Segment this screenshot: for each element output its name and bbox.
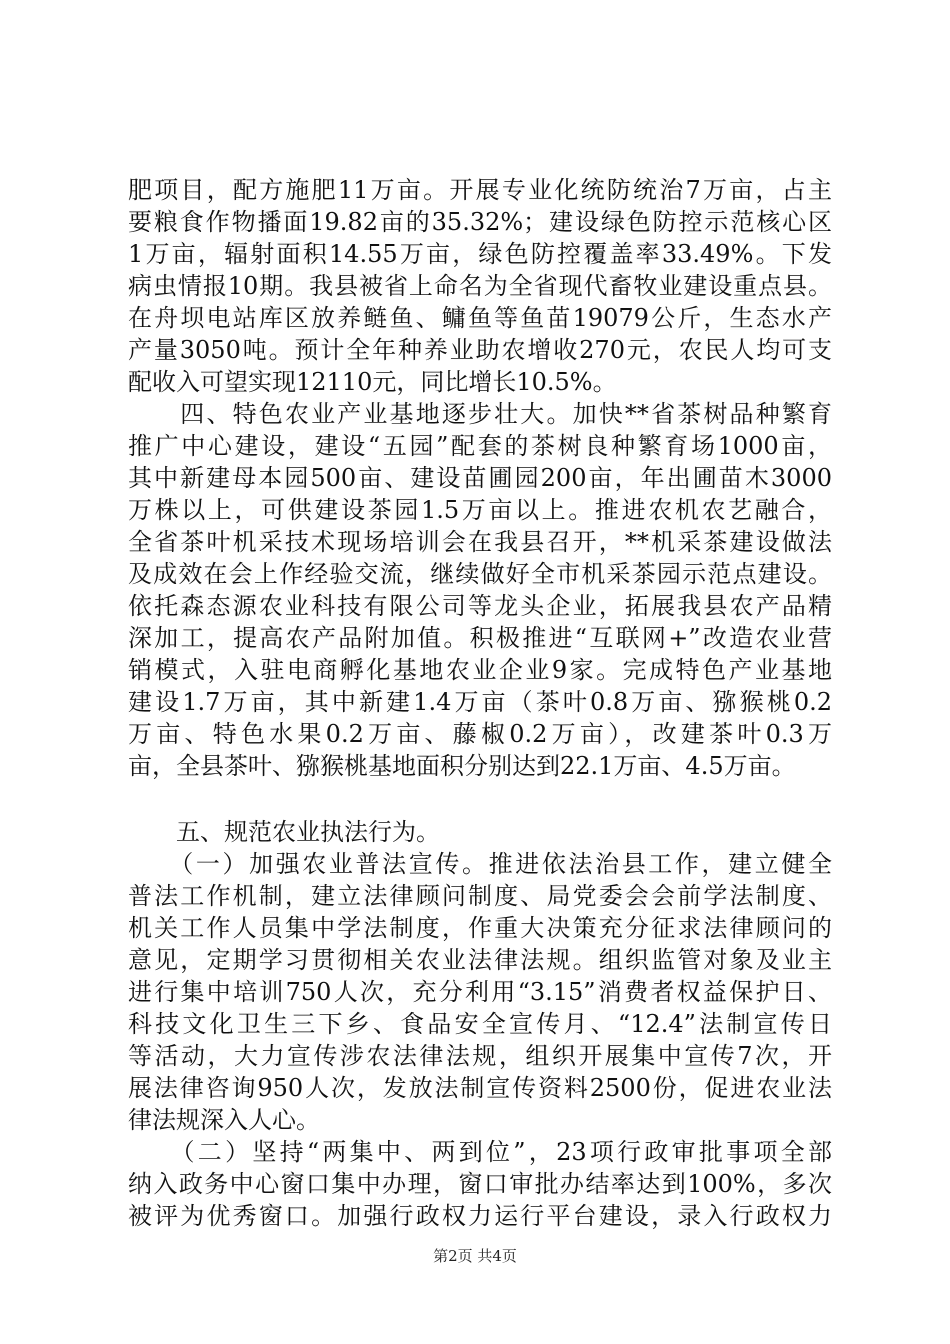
text-line: 要粮食作物播面19.82亩的35.32%；建设绿色防控示范核心区 [128,208,832,236]
text-line: 销模式，入驻电商孵化基地农业企业9家。完成特色产业基地 [128,656,832,684]
text-line: （一）加强农业普法宣传。推进依法治县工作，建立健全 [128,850,832,878]
text-line: 建设1.7万亩，其中新建1.4万亩（茶叶0.8万亩、猕猴桃0.2 [128,688,832,716]
text-line: 科技文化卫生三下乡、食品安全宣传月、“12.4”法制宣传日 [128,1010,832,1038]
text-line: 展法律咨询950人次，发放法制宣传资料2500份，促进农业法 [128,1074,832,1102]
text-line: 被评为优秀窗口。加强行政权力运行平台建设，录入行政权力 [128,1202,832,1230]
text-line: 病虫情报10期。我县被省上命名为全省现代畜牧业建设重点县。 [128,272,832,300]
text-line: 全省茶叶机采技术现场培训会在我县召开，**机采茶建设做法 [128,528,832,556]
text-line: 普法工作机制，建立法律顾问制度、局党委会会前学法制度、 [128,882,832,910]
body-text [128,174,832,1232]
text-line: 律法规深入人心。 [128,1106,320,1134]
text-line: 依托森态源农业科技有限公司等龙头企业，拓展我县农产品精 [128,592,832,620]
page-footer: 第2页 共4页 [433,1247,517,1265]
text-line: 等活动，大力宣传涉农法律法规，组织开展集中宣传7次，开 [128,1042,832,1070]
text-line: 意见，定期学习贯彻相关农业法律法规。组织监管对象及业主 [128,946,832,974]
text-line: 配收入可望实现12110元，同比增长10.5%。 [128,368,617,396]
text-line: 其中新建母本园500亩、建设苗圃园200亩，年出圃苗木3000 [128,464,832,492]
text-line: 及成效在会上作经验交流，继续做好全市机采茶园示范点建设。 [128,560,832,588]
text-line: 在舟坝电站库区放养鲢鱼、鳙鱼等鱼苗19079公斤，生态水产 [128,304,832,332]
text-line: 纳入政务中心窗口集中办理，窗口审批办结率达到100%，多次 [128,1170,832,1198]
text-line: 1万亩，辐射面积14.55万亩，绿色防控覆盖率33.49%。下发 [128,240,832,268]
text-line: 机关工作人员集中学法制度，作重大决策充分征求法律顾问的 [128,914,832,942]
text-line: 万株以上，可供建设茶园1.5万亩以上。推进农机农艺融合， [128,496,832,524]
text-line: 四、特色农业产业基地逐步壮大。加快**省茶树品种繁育 [128,400,832,428]
text-line: 深加工，提高农产品附加值。积极推进“互联网+”改造农业营 [128,624,832,652]
text-line: 万亩、特色水果0.2万亩、藤椒0.2万亩），改建茶叶0.3万 [128,720,832,748]
text-line: 肥项目，配方施肥11万亩。开展专业化统防统治7万亩，占主 [128,176,832,204]
text-line: 进行集中培训750人次，充分利用“3.15”消费者权益保护日、 [128,978,832,1006]
text-line: 亩，全县茶叶、猕猴桃基地面积分别达到22.1万亩、4.5万亩。 [128,752,796,780]
paragraph-gap [128,782,832,816]
text-line: （二）坚持“两集中、两到位”，23项行政审批事项全部 [128,1138,832,1166]
text-line: 推广中心建设，建设“五园”配套的茶树良种繁育场1000亩， [128,432,832,460]
section-heading: 五、规范农业执法行为。 [128,818,440,846]
text-line: 产量3050吨。预计全年种养业助农增收270元，农民人均可支 [128,336,832,364]
